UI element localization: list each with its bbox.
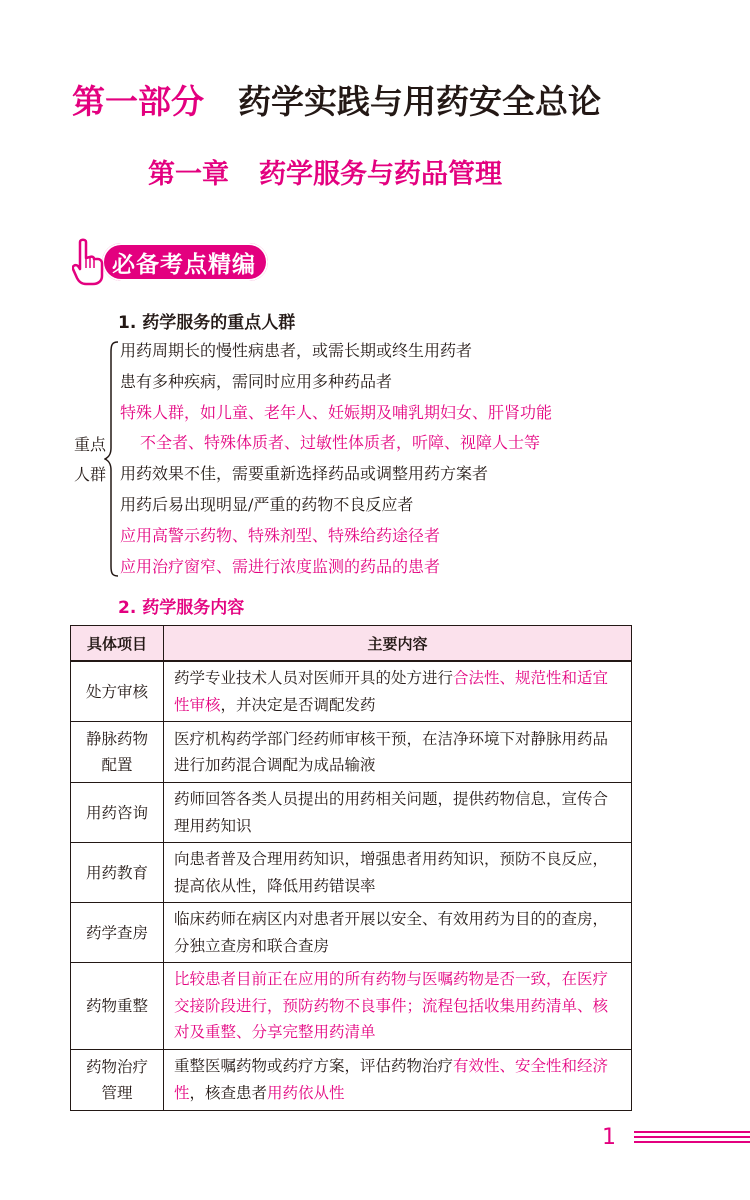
table-row bbox=[71, 1049, 632, 1110]
banner-label: 必备考点精编 bbox=[102, 243, 268, 281]
list-item: 用药后易出现明显/严重的药物不良反应者 bbox=[120, 494, 414, 514]
table-header-row bbox=[71, 626, 632, 662]
page-number: 1 bbox=[602, 1125, 616, 1150]
item-description: 药学专业技术人员对医师开具的处方进行合法性、规范性和适宜性审核，并决定是否调配发药 bbox=[164, 661, 632, 722]
item-description: 医疗机构药学部门经药师审核干预，在洁净环境下对静脉用药品进行加药混合调配为成品输液 bbox=[164, 722, 632, 783]
column-header: 主要内容 bbox=[164, 626, 632, 662]
list-item: 应用高警示药物、特殊剂型、特殊给药途径者 bbox=[120, 525, 441, 545]
item-description: 药师回答各类人员提出的用药相关问题，提供药物信息，宣传合理用药知识 bbox=[164, 783, 632, 843]
pointing-hand-icon bbox=[72, 238, 108, 286]
item-name: 用药教育 bbox=[71, 843, 164, 903]
list-item: 用药效果不佳，需要重新选择药品或调整用药方案者 bbox=[120, 464, 489, 484]
table-row bbox=[71, 963, 632, 1050]
list-item: 特殊人群，如儿童、老年人、妊娠期及哺乳期妇女、肝肾功能 bbox=[120, 402, 553, 422]
list-item: 用药周期长的慢性病患者，或需长期或终生用药者 bbox=[120, 341, 473, 360]
list-item: 不全者、特殊体质者、过敏性体质者，听障、视障人士等 bbox=[140, 433, 541, 453]
section2-heading: 2. 药学服务内容 bbox=[118, 598, 245, 618]
chapter-number: 第一章 bbox=[148, 159, 229, 190]
group-label-line2: 人群 bbox=[73, 465, 106, 484]
item-name: 静脉药物 配置 bbox=[71, 722, 164, 783]
list-item: 患有多种疾病，需同时应用多种药品者 bbox=[120, 371, 393, 391]
page-stripe-decoration bbox=[634, 1131, 750, 1145]
part-name: 药学实践与用药安全总论 bbox=[238, 82, 601, 121]
chapter-name: 药学服务与药品管理 bbox=[259, 159, 502, 190]
chapter-title bbox=[148, 152, 668, 191]
column-header: 具体项目 bbox=[71, 626, 164, 662]
table-row bbox=[71, 661, 632, 722]
section1-heading: 1. 药学服务的重点人群 bbox=[118, 313, 296, 333]
service-content-table bbox=[70, 625, 632, 1111]
item-description: 向患者普及合理用药知识，增强患者用药知识，预防不良反应，提高依从性，降低用药错误率 bbox=[164, 843, 632, 903]
table-row bbox=[71, 843, 632, 903]
part-title bbox=[72, 76, 672, 123]
group-label-line1: 重点 bbox=[73, 435, 106, 454]
curly-brace bbox=[104, 340, 120, 578]
section-banner bbox=[72, 238, 268, 286]
key-population-list bbox=[120, 336, 640, 582]
table-row bbox=[71, 722, 632, 783]
item-name: 药物治疗 管理 bbox=[71, 1049, 164, 1110]
part-number: 第一部分 bbox=[72, 82, 204, 121]
table-row bbox=[71, 783, 632, 843]
item-description: 比较患者目前正在应用的所有药物与医嘱药物是否一致，在医疗交接阶段进行，预防药物不良事件；流程包括收集用药清单、核对及重整、分享完整用药清单 bbox=[164, 963, 632, 1050]
item-name: 药物重整 bbox=[71, 963, 164, 1050]
item-description: 重整医嘱药物或药疗方案，评估药物治疗有效性、安全性和经济性，核查患者用药依从性 bbox=[164, 1049, 632, 1110]
item-description: 临床药师在病区内对患者开展以安全、有效用药为目的的查房，分独立查房和联合查房 bbox=[164, 903, 632, 963]
item-name: 药学查房 bbox=[71, 903, 164, 963]
table-row bbox=[71, 903, 632, 963]
item-name: 用药咨询 bbox=[71, 783, 164, 843]
item-name: 处方审核 bbox=[71, 661, 164, 722]
list-item: 应用治疗窗窄、需进行浓度监测的药品的患者 bbox=[120, 556, 441, 576]
